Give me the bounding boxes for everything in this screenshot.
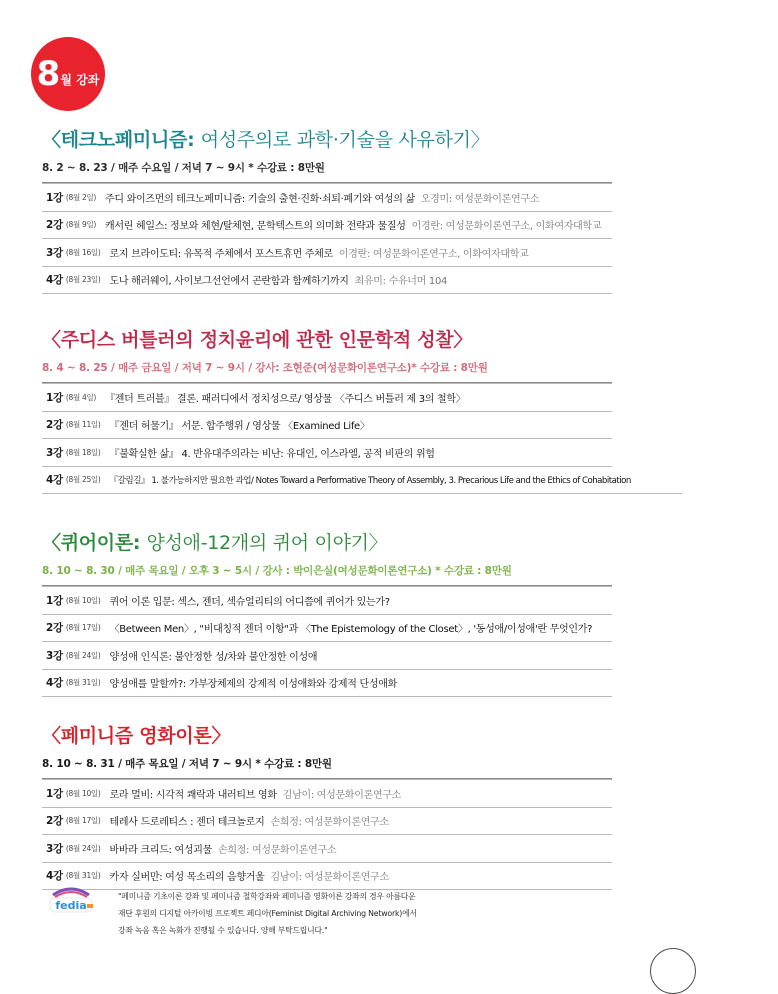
lecturer: 김남이: 여성문화이론연구소: [270, 872, 389, 884]
course-title-sub: 양성애-12개의 퀴어 이야기〉: [146, 532, 388, 554]
lecture-list: [42, 585, 612, 697]
lecture-topic: 주디 와이즈먼의 테크노페미니즘: 기술의 출현·진화·쇠퇴·폐기와 여성의 삶: [105, 193, 415, 205]
lecture-date: (8월 18일): [65, 447, 101, 457]
lecture-number: 4강: [46, 677, 63, 690]
lecture-list: [42, 778, 612, 890]
course-feminist-film-theory: [42, 721, 612, 890]
lecture-number: 2강: [46, 419, 63, 432]
course-title: [42, 325, 612, 352]
lecture-list: [42, 382, 631, 494]
logo-text: fedia: [55, 899, 87, 912]
lecture-topic: 『젠더 허물기』 서문. 합주행위 / 영상물 〈Examined Life〉: [109, 421, 370, 433]
lecture-number: 4강: [46, 274, 63, 287]
month-number: 8: [36, 54, 60, 94]
lecture-date: (8월 24일): [65, 843, 101, 853]
lecture-number: 2강: [46, 622, 63, 635]
course-title-main: 〈페미니즘 영화이론〉: [42, 725, 231, 747]
lecture-row: [42, 239, 612, 267]
lecture-date: (8월 10일): [65, 788, 101, 798]
course-meta: 8. 2 ~ 8. 23 / 매주 수요일 / 저녁 7 ~ 9시 * 수강료 : 8만원: [42, 162, 325, 174]
lecture-row: [42, 267, 612, 295]
lecturer: 손희정: 여성문화이론연구소: [217, 844, 337, 856]
course-title-sub: 여성주의로 과학·기술을 사유하기〉: [200, 129, 490, 151]
course-title: [42, 528, 612, 555]
lecture-date: (8월 2일): [65, 192, 97, 202]
lecturer: 이경란: 여성문화이론연구소, 이화여자대학교: [411, 221, 602, 233]
lecture-number: 3강: [46, 842, 63, 855]
lecture-date: (8월 24일): [65, 650, 101, 660]
course-title-main: 〈퀴어이론:: [42, 532, 147, 554]
lecture-row: [42, 863, 612, 891]
lecture-row: [42, 212, 612, 240]
lecture-date: (8월 31일): [65, 871, 101, 881]
lecture-topic: 로라 멀비: 시각적 쾌락과 내러티브 영화: [109, 789, 277, 801]
lecture-topic: 바바라 크리드: 여성괴물: [109, 844, 212, 856]
month-unit: 월 강좌: [60, 72, 100, 87]
course-title: [42, 125, 612, 152]
lecture-topic: 로지 브라이도티: 유목적 주체에서 포스트휴먼 주체로: [109, 248, 333, 260]
lecture-row: [42, 183, 612, 212]
lecturer: 오경미: 여성문화이론연구소: [420, 193, 540, 205]
lecture-date: (8월 10일): [65, 595, 101, 605]
lecture-date: (8월 9일): [65, 220, 97, 230]
lecture-date: (8월 4일): [65, 392, 97, 402]
lecture-date: (8월 17일): [65, 816, 101, 826]
lecture-number: 3강: [46, 246, 63, 259]
lecture-date: (8월 11일): [65, 420, 101, 430]
lecture-topic: 『불확실한 삶』 4. 반유대주의라는 비난: 유대인, 이스라엘, 공적 비판의 위험: [109, 448, 435, 460]
lecture-number: 2강: [46, 219, 63, 232]
lecture-topic: 양성애를 말할까?: 가부장체제의 강제적 이성애화와 강제적 단성애화: [109, 679, 397, 691]
course-queer-theory: [42, 528, 612, 697]
lecture-row: [42, 779, 612, 808]
course-butler: [42, 325, 631, 494]
lecture-row: [42, 615, 612, 643]
lecture-number: 2강: [46, 815, 63, 828]
lecture-date: (8월 31일): [65, 678, 101, 688]
lecturer: 이경란: 여성문화이론연구소, 이화여자대학교: [338, 248, 529, 260]
lecture-row: [42, 412, 612, 440]
lecture-topic: 테레사 드로레티스 : 젠더 테크놀로지: [109, 817, 265, 829]
lecture-number: 1강: [46, 391, 63, 404]
lecture-number: 4강: [46, 474, 63, 487]
lecture-topic: 양성애 인식론: 불안정한 성/차와 불안정한 이성애: [109, 651, 318, 663]
lecture-date: (8월 16일): [65, 247, 101, 257]
lecture-date: (8월 25일): [65, 475, 101, 485]
lecture-row: [42, 383, 612, 412]
lecture-number: 1강: [46, 594, 63, 607]
lecturer: 손희정: 여성문화이론연구소: [270, 817, 389, 829]
lecture-date: (8월 17일): [65, 623, 101, 633]
course-techno-feminism: [42, 125, 612, 294]
lecture-topic: 카자 실버만: 여성 목소리의 음향거울: [109, 872, 265, 884]
lecture-row: [42, 642, 612, 670]
lecture-row: [42, 586, 612, 615]
lecturer: 김남이: 여성문화이론연구소: [282, 789, 402, 801]
course-title: [42, 721, 612, 748]
course-meta: 8. 4 ~ 8. 25 / 매주 금요일 / 저녁 7 ~ 9시 / 강사: 조현준(여성문화이론연구소)* 수강료 : 8만원: [42, 362, 488, 374]
lecture-number: 1강: [46, 787, 63, 800]
month-badge: [31, 37, 105, 111]
lecture-list: [42, 182, 612, 294]
lecture-topic: 『갈림길』 1. 불가능하지만 필요한 과업/ Notes Toward a Performative Theory of Assembly, 3. Precarious Life and the Ethics of Cohabitation: [109, 475, 631, 486]
lecture-row: [42, 467, 682, 495]
lecture-date: (8월 23일): [65, 275, 101, 285]
lecturer: 최유미: 수유너머 104: [354, 276, 448, 288]
course-meta: 8. 10 ~ 8. 30 / 매주 목요일 / 오후 3 ~ 5시 / 강사 : 박이은실(여성문화이론연구소) * 수강료 : 8만원: [42, 565, 512, 577]
lecture-topic: 『젠더 트러블』 결론. 패러디에서 정치성으로/ 영상물 〈주디스 버틀러 제 3의 철학〉: [105, 393, 466, 405]
lecture-number: 3강: [46, 649, 63, 662]
course-title-main: 〈테크노페미니즘:: [42, 129, 201, 151]
lecture-number: 4강: [46, 870, 63, 883]
lecture-row: [42, 670, 612, 698]
page-corner-circle: [650, 948, 696, 994]
lecture-row: [42, 808, 612, 836]
lecture-row: [42, 439, 612, 467]
lecture-topic: 〈Between Men〉, "비대칭적 젠더 이항"과 〈The Epistemology of the Closet〉, '동성애/이성애'란 무엇인가?: [109, 624, 593, 636]
fedia-logo: [47, 887, 95, 915]
course-title-main: 〈주디스 버틀러의 정치윤리에 관한 인문학적 성찰〉: [42, 329, 473, 351]
lecture-row: [42, 835, 612, 863]
lecture-number: 3강: [46, 446, 63, 459]
lecture-topic: 캐서린 헤일스: 정보와 체현/탈체현, 문학텍스트의 의미화 전략과 물질성: [105, 221, 406, 233]
lecture-topic: 퀴어 이론 입문: 섹스, 젠더, 섹슈얼리티의 어디쯤에 퀴어가 있는가?: [109, 596, 390, 608]
footnote: "페미니즘 기초이론 강좌 및 페미니즘 철학강좌와 페미니즘 영화이론 강좌의 경우 아름다운재단 후원의 디지털 아카이빙 프로젝트 페디아(Feminist Digital Archiving Network)에서 강좌 녹음 혹은 녹화가 진행될 수 있습니다. 양해 부탁드립니다.": [118, 892, 417, 935]
course-meta: 8. 10 ~ 8. 31 / 매주 목요일 / 저녁 7 ~ 9시 * 수강료 : 8만원: [42, 758, 332, 770]
lecture-topic: 도나 해러웨이, 사이보그선언에서 곤란함과 함께하기까지: [109, 276, 349, 288]
lecture-number: 1강: [46, 191, 63, 204]
